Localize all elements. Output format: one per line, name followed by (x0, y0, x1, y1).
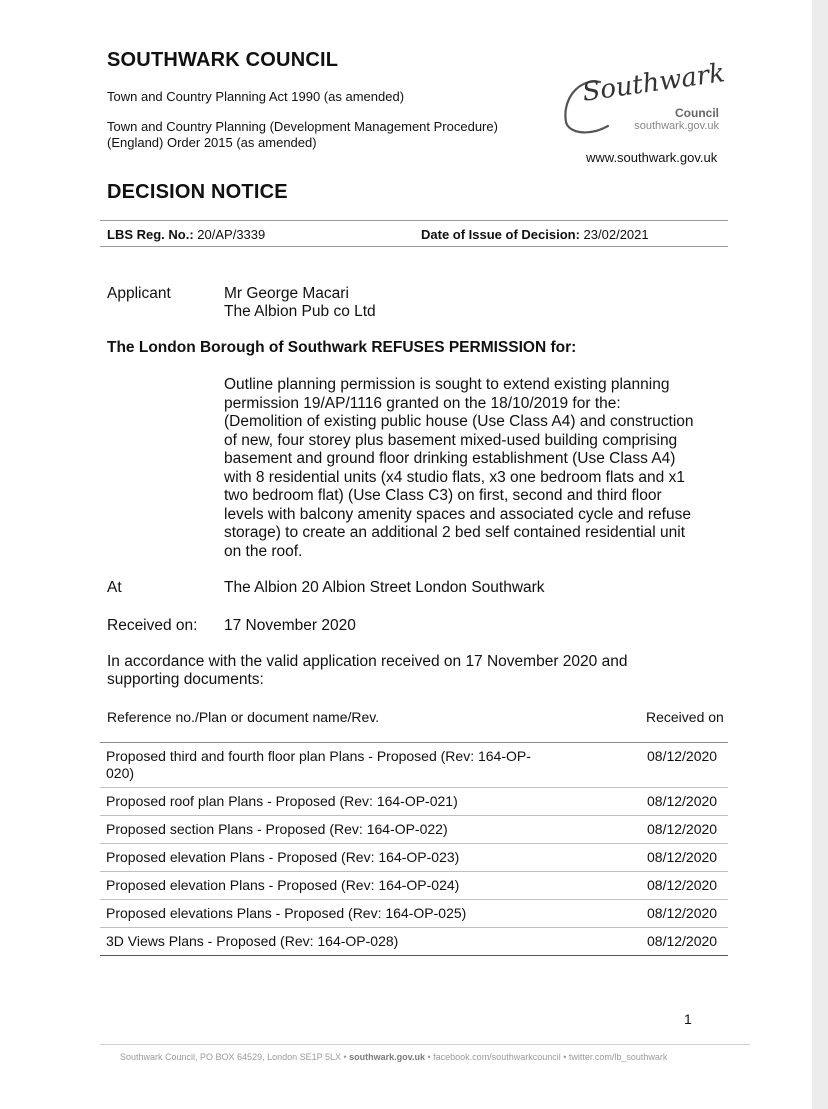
footer-separator: • (340, 1052, 350, 1062)
footer-site-link[interactable]: southwark.gov.uk (349, 1052, 425, 1062)
issue-date (421, 227, 649, 243)
proposal-description (224, 376, 694, 561)
page-number: 1 (684, 1011, 692, 1027)
description-line: permission 19/AP/1116 granted on the 18/10/2019 for the: (224, 394, 621, 412)
col-received-header: Received on (646, 709, 724, 725)
reg-value: 20/AP/3339 (197, 227, 266, 242)
row-date: 08/12/2020 (647, 905, 718, 921)
applicant-company: The Albion Pub co Ltd (224, 303, 376, 320)
footer-separator: • (425, 1052, 434, 1062)
row-reference: 3D Views Plans - Proposed (Rev: 164-OP-028) (106, 933, 399, 949)
row-reference: Proposed elevation Plans - Proposed (Rev: 164-OP-023) (106, 849, 460, 865)
footer-separator: • (560, 1052, 569, 1062)
received-label: Received on: (107, 617, 198, 634)
applicant-label: Applicant (107, 285, 171, 302)
reg-bottom-rule (100, 246, 728, 247)
site-address: The Albion 20 Albion Street London Southwark (224, 579, 545, 596)
table-row (100, 871, 728, 900)
footer-address: Southwark Council, PO BOX 64529, London SE1P 5LX (120, 1052, 341, 1062)
reg-top-rule (100, 220, 728, 221)
issue-date-value: 23/02/2021 (583, 227, 649, 242)
row-reference-line1: Proposed third and fourth floor plan Plans - Proposed (Rev: 164-OP- (106, 748, 531, 764)
at-label: At (107, 579, 122, 596)
row-reference-line2: 020) (106, 765, 135, 781)
footer-facebook-link[interactable]: facebook.com/southwarkcouncil (433, 1052, 561, 1062)
reg-label: LBS Reg. No.: (107, 227, 194, 242)
row-date: 08/12/2020 (647, 793, 718, 809)
accordance-line2: supporting documents: (107, 671, 264, 688)
footer-rule (100, 1044, 750, 1045)
row-reference: Proposed elevation Plans - Proposed (Rev: 164-OP-024) (106, 877, 460, 893)
table-row (100, 927, 728, 956)
act-2015-line2: (England) Order 2015 (as amended) (107, 135, 317, 150)
issue-date-label: Date of Issue of Decision: (421, 227, 580, 242)
website-link[interactable]: www.southwark.gov.uk (586, 150, 718, 165)
row-date: 08/12/2020 (647, 748, 718, 764)
applicant-name: Mr George Macari (224, 285, 349, 302)
act-2015-line1: Town and Country Planning (Development Management Procedure) (107, 119, 498, 134)
description-line: of new, four storey plus basement mixed-used building comprising (224, 431, 678, 449)
table-row (100, 742, 728, 788)
description-line: two bedroom flat) (Use Class C3) on first, second and third floor (224, 487, 662, 504)
council-name: SOUTHWARK COUNCIL (107, 49, 339, 71)
logo-council-text: Council (675, 106, 719, 120)
row-reference: Proposed section Plans - Proposed (Rev: 164-OP-022) (106, 821, 448, 837)
logo-script-text: Southwark (580, 58, 727, 108)
received-value: 17 November 2020 (224, 617, 356, 634)
description-line: storage) to create an additional 2 bed self contained residential unit (224, 524, 685, 541)
refusal-heading: The London Borough of Southwark REFUSES PERMISSION for: (107, 339, 577, 356)
description-line: basement and ground floor drinking establishment (Use Class A4) (224, 450, 676, 467)
description-line: (Demolition of existing public house (Use Class A4) and construction (224, 413, 694, 430)
decision-notice-title: DECISION NOTICE (107, 181, 288, 203)
description-line: with 8 residential units (x4 studio flats, x3 one bedroom flats and x1 (224, 468, 685, 486)
documents-table-header (100, 704, 728, 743)
table-row (100, 787, 728, 816)
row-reference: Proposed elevations Plans - Proposed (Rev: 164-OP-025) (106, 905, 467, 921)
southwark-logo (560, 60, 725, 140)
table-row (100, 899, 728, 928)
row-date: 08/12/2020 (647, 933, 718, 949)
act-1990: Town and Country Planning Act 1990 (as amended) (107, 89, 405, 104)
row-date: 08/12/2020 (647, 821, 718, 837)
row-date: 08/12/2020 (647, 849, 718, 865)
footer (120, 1052, 667, 1062)
logo-domain-text: southwark.gov.uk (634, 120, 719, 132)
row-date: 08/12/2020 (647, 877, 718, 893)
table-row (100, 843, 728, 872)
description-line: Outline planning permission is sought to extend existing planning (224, 376, 670, 393)
reg-number (107, 227, 265, 243)
row-reference: Proposed roof plan Plans - Proposed (Rev: 164-OP-021) (106, 793, 458, 809)
description-line: on the roof. (224, 542, 303, 560)
description-line: levels with balcony amenity spaces and associated cycle and refuse (224, 505, 691, 523)
footer-twitter-link[interactable]: twitter.com/lb_southwark (568, 1052, 668, 1062)
accordance-line1: In accordance with the valid application received on 17 November 2020 and (107, 653, 628, 670)
col-reference-header: Reference no./Plan or document name/Rev. (107, 709, 380, 725)
table-row (100, 815, 728, 844)
